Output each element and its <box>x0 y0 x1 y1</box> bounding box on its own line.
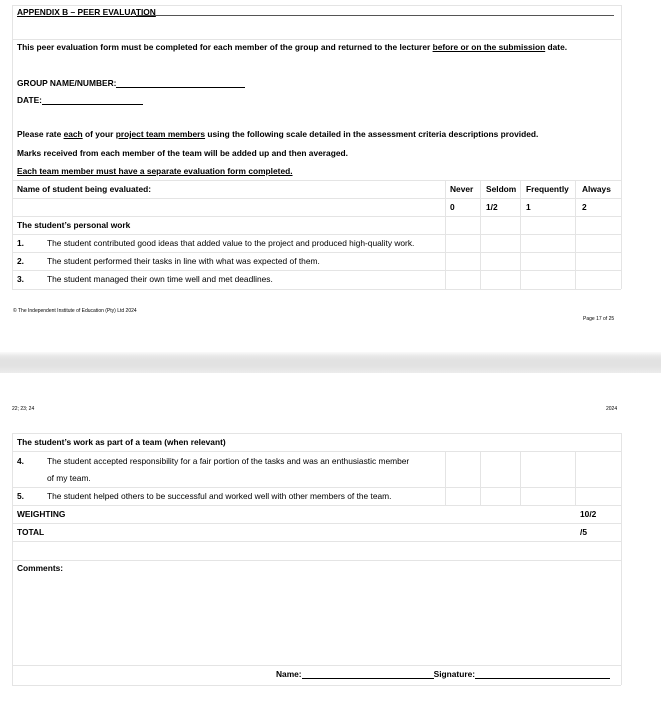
scale-value-always: 2 <box>582 202 587 212</box>
scale-label-never: Never <box>450 184 474 194</box>
name-signature-line[interactable]: Name: Signature: <box>276 669 610 679</box>
scale-label-seldom: Seldom <box>486 184 517 194</box>
student-name-label: Name of student being evaluated: <box>17 184 152 194</box>
item-number: 4. <box>17 456 24 466</box>
section-personal-work: The student’s personal work <box>17 220 131 230</box>
criterion-text: The student performed their tasks in line with what was expected of them. <box>47 256 320 266</box>
item-number: 2. <box>17 256 24 266</box>
criterion-text: The student helped others to be successful and worked well with other members of the team. <box>47 491 392 501</box>
marks-averaged-note: Marks received from each member of the team will be added up and then averaged. <box>17 148 348 158</box>
section-team-work: The student’s work as part of a team (when relevant) <box>17 437 226 447</box>
item-number: 3. <box>17 274 24 284</box>
scale-value-frequently: 1 <box>526 202 531 212</box>
criterion-text-continued: of my team. <box>47 473 91 483</box>
scale-label-frequently: Frequently <box>526 184 569 194</box>
scale-value-seldom: 1/2 <box>486 202 498 212</box>
scale-value-never: 0 <box>450 202 455 212</box>
total-value: /5 <box>580 527 587 537</box>
weighting-label: WEIGHTING <box>17 509 66 519</box>
criterion-text: The student accepted responsibility for a fair portion of the tasks and was an enthusiastic member <box>47 456 410 466</box>
footer-page-number: Page 17 of 25 <box>583 316 615 322</box>
page-break <box>0 352 661 373</box>
rating-instructions: Please rate each of your project team members using the following scale detailed in the assessment criteria descriptions provided. <box>17 129 539 139</box>
title-rule <box>136 15 614 16</box>
intro-text: This peer evaluation form must be completed for each member of the group and returned to the lecturer before or on the submission date. <box>17 42 568 52</box>
scale-label-always: Always <box>582 184 611 194</box>
comments-area[interactable] <box>13 576 619 662</box>
header-right-year: 2024 <box>606 406 618 412</box>
separate-form-note: Each team member must have a separate evaluation form completed. <box>17 166 293 176</box>
footer-copyright: © The Independent Institute of Education (Pty) Ltd 2024 <box>13 308 137 314</box>
appendix-title: APPENDIX B – PEER EVALUATION <box>17 7 156 17</box>
date-field[interactable]: DATE: <box>17 95 143 105</box>
item-number: 5. <box>17 491 24 501</box>
item-number: 1. <box>17 238 24 248</box>
group-name-field[interactable]: GROUP NAME/NUMBER: <box>17 78 245 88</box>
total-label: TOTAL <box>17 527 45 537</box>
header-left-codes: 22; 23; 24 <box>12 406 35 412</box>
weighting-value: 10/2 <box>580 509 597 519</box>
criterion-text: The student contributed good ideas that added value to the project and produced high-quality work. <box>47 238 415 248</box>
criterion-text: The student managed their own time well and met deadlines. <box>47 274 273 284</box>
comments-label: Comments: <box>17 563 64 573</box>
